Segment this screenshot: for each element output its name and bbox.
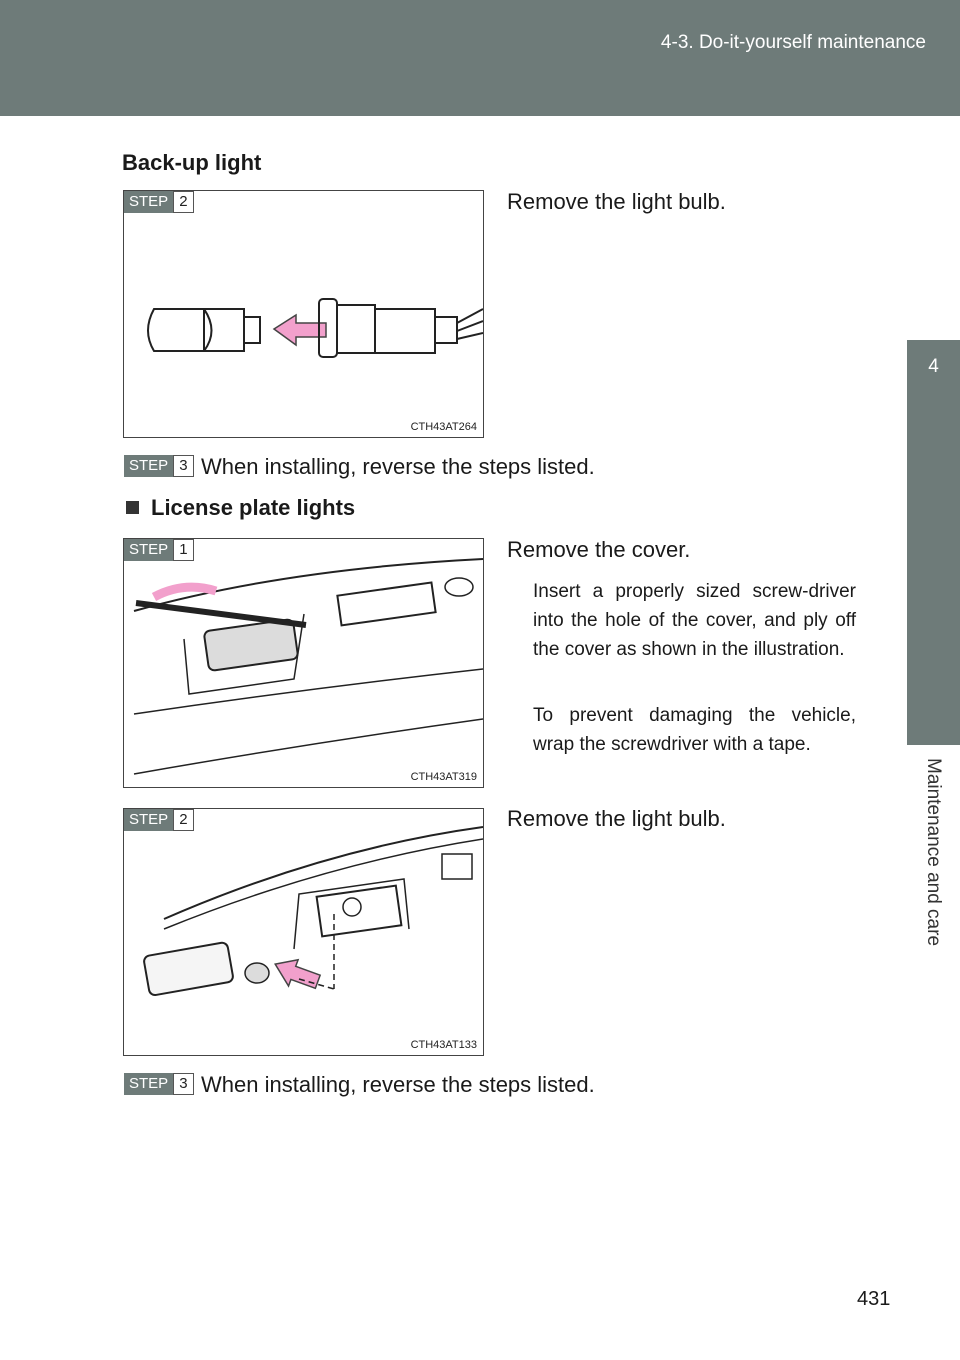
- step-badge: STEP 2: [124, 191, 194, 213]
- backup-light-heading: Back-up light: [122, 150, 262, 175]
- license-step1-text: Remove the cover.: [507, 537, 691, 562]
- page-number: 431: [857, 1288, 891, 1310]
- curved-arrow-icon: [154, 587, 216, 597]
- square-bullet-icon: [126, 501, 139, 514]
- figure-license-cover: [123, 538, 484, 788]
- chapter-label-text: Maintenance and care: [923, 758, 944, 947]
- bulb-illustration: [124, 191, 483, 437]
- section-title: 4-3. Do-it-yourself maintenance: [660, 32, 926, 53]
- bulb-removal-illustration: [124, 809, 483, 1055]
- license-step1-para2: To prevent damaging the vehicle, wrap the screwdriver with a tape.: [533, 705, 856, 755]
- backup-step3-text: When installing, reverse the steps listed.: [201, 454, 595, 479]
- license-plate-heading: License plate lights: [126, 495, 355, 521]
- figure-backup-bulb: [123, 190, 484, 438]
- figure-code: CTH43AT264: [410, 421, 477, 433]
- step-badge: STEP 2: [124, 809, 194, 831]
- chapter-number: 4: [928, 356, 939, 377]
- page-header: [0, 0, 960, 116]
- step-badge: STEP 3: [124, 455, 194, 477]
- cover-illustration: [124, 539, 483, 787]
- chapter-label: [912, 758, 952, 968]
- step-badge: STEP 3: [124, 1073, 194, 1095]
- figure-code: CTH43AT319: [410, 771, 477, 783]
- license-step1-para1: Insert a properly sized screw-driver into the hole of the cover, and ply off the cover as shown in the illustration.: [533, 581, 856, 660]
- license-step2-text: Remove the light bulb.: [507, 806, 726, 831]
- figure-license-bulb: [123, 808, 484, 1056]
- backup-step2-text: Remove the light bulb.: [507, 189, 726, 214]
- chapter-tab: [907, 340, 960, 745]
- step-badge: STEP 1: [124, 539, 194, 561]
- figure-code: CTH43AT133: [410, 1039, 477, 1051]
- license-step3-text: When installing, reverse the steps listed.: [201, 1072, 595, 1097]
- arrow-icon: [270, 953, 323, 995]
